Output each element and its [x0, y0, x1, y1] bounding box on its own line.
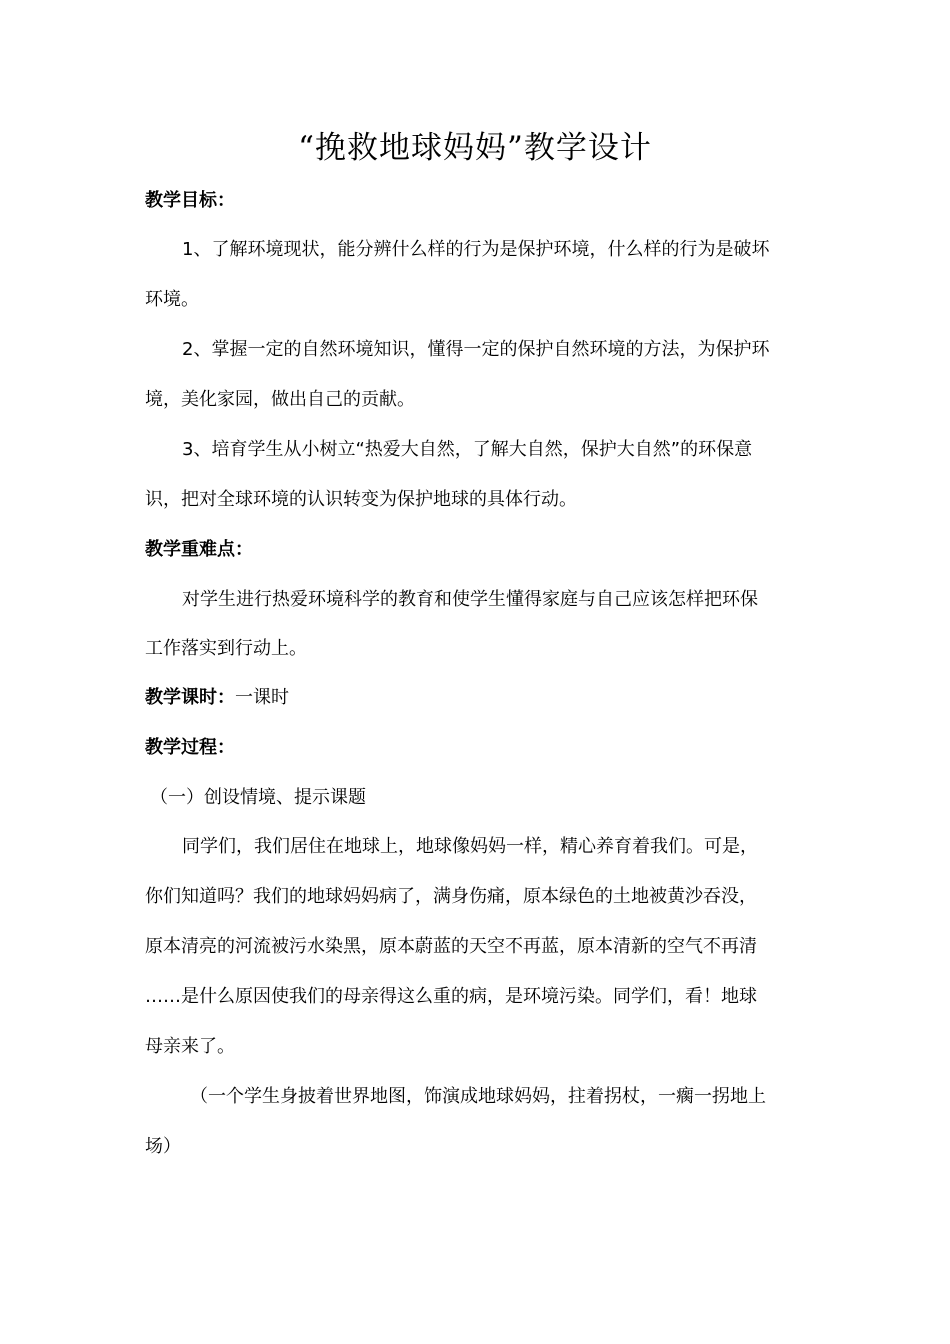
- process-paragraph-line-3: 原本清亮的河流被污水染黑，原本蔚蓝的天空不再蓝，原本清新的空气不再清: [145, 936, 757, 957]
- class-hours-value: 一课时: [235, 687, 289, 708]
- key-points-line-1: 对学生进行热爱环境科学的教育和使学生懂得家庭与自己应该怎样把环保: [182, 589, 758, 610]
- objectives-heading: 教学目标：: [145, 190, 235, 211]
- objective-3-line-1: 3、培育学生从小树立“热爱大自然，了解大自然，保护大自然”的环保意: [182, 439, 753, 460]
- process-paragraph-line-5: 母亲来了。: [145, 1036, 235, 1057]
- objective-3-line-2: 识，把对全球环境的认识转变为保护地球的具体行动。: [145, 489, 577, 510]
- class-hours-row: [145, 685, 289, 711]
- process-paragraph-line-1: 同学们，我们居住在地球上，地球像妈妈一样，精心养育着我们。可是，: [182, 836, 758, 857]
- process-paragraph-line-4: ……是什么原因使我们的母亲得这么重的病，是环境污染。同学们，看！地球: [145, 986, 757, 1007]
- objective-2-line-1: 2、掌握一定的自然环境知识，懂得一定的保护自然环境的方法，为保护环: [182, 339, 770, 360]
- document-title: “挽救地球妈妈”教学设计: [298, 130, 652, 166]
- stage-direction-line-1: （一个学生身披着世界地图，饰演成地球妈妈，拄着拐杖，一瘸一拐地上: [190, 1086, 766, 1107]
- process-step-1-title: （一）创设情境、提示课题: [150, 787, 366, 808]
- key-points-line-2: 工作落实到行动上。: [145, 638, 307, 659]
- key-points-heading: 教学重难点：: [145, 539, 253, 560]
- process-heading: 教学过程：: [145, 737, 235, 758]
- stage-direction-line-2: 场）: [145, 1136, 181, 1157]
- objective-1-line-2: 环境。: [145, 289, 199, 310]
- objective-2-line-2: 境，美化家园，做出自己的贡献。: [145, 389, 415, 410]
- class-hours-heading: 教学课时：: [145, 687, 235, 708]
- objective-1-line-1: 1、了解环境现状，能分辨什么样的行为是保护环境，什么样的行为是破坏: [182, 239, 770, 260]
- process-paragraph-line-2: 你们知道吗？我们的地球妈妈病了，满身伤痛，原本绿色的土地被黄沙吞没，: [145, 886, 757, 907]
